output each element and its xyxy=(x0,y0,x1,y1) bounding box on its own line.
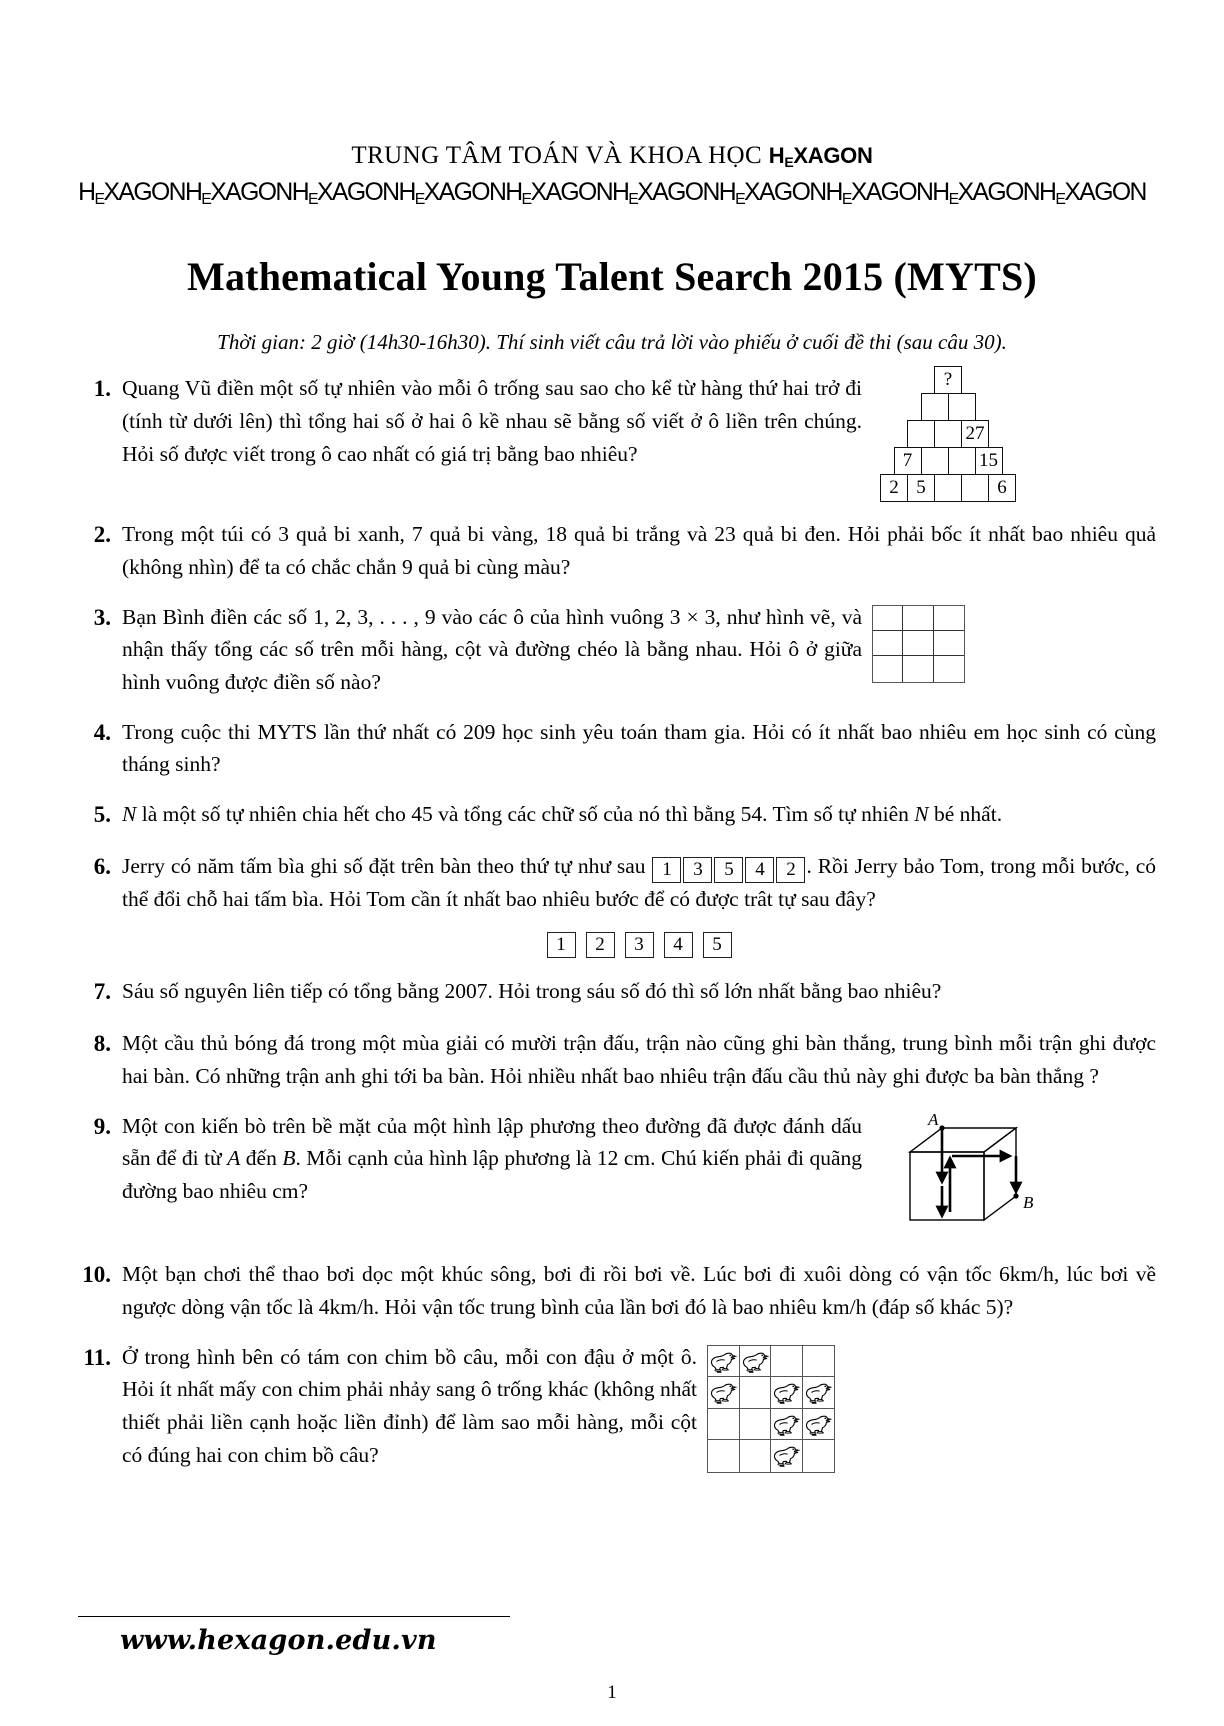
vertex-a-dot xyxy=(939,1125,944,1130)
number-card: 4 xyxy=(664,932,693,958)
pigeon-grid-cell-occupied xyxy=(771,1377,803,1409)
pyramid-cell xyxy=(921,447,949,475)
number-card: 2 xyxy=(776,857,805,883)
question-number: 9. xyxy=(93,1113,111,1139)
question-number: 5. xyxy=(93,802,111,828)
question-text-part: là một số tự nhiên chia hết cho 45 và tổng các chữ số của nó thì bằng 54. Tìm số tự nhiên xyxy=(136,802,915,827)
number-card: 5 xyxy=(714,857,743,883)
grid-cell xyxy=(873,631,903,656)
pyramid-cell xyxy=(934,474,962,502)
math-var-b: B xyxy=(282,1146,296,1171)
pyramid-cell: 2 xyxy=(880,474,908,502)
question-item xyxy=(78,716,1156,781)
question-text-part: Một con kiến bò trên bề mặt của một hình lập phương theo đường đã được đánh dấu sẵn để đi từ xyxy=(122,1113,862,1171)
pyramid-row xyxy=(880,366,1015,394)
question-text: Bạn Bình điền các số 1, 2, 3, . . . , 9 vào các ô của hình vuông 3 × 3, như hình vẽ, và nhận thấy tổng các số trên mỗi hàng, cột và đường chéo là bằng nhau. Hỏi ô ở giữa hình vuông được điền số nào? xyxy=(122,604,862,695)
question-text-part: Jerry có năm tấm bìa ghi số đặt trên bàn theo thứ tự như sau xyxy=(122,854,652,879)
grid-3x3 xyxy=(872,605,965,683)
number-card: 5 xyxy=(703,932,732,958)
question-item xyxy=(78,798,1156,833)
pyramid-cell xyxy=(907,420,935,448)
pigeon-icon xyxy=(805,1412,833,1438)
grid-cell xyxy=(873,656,903,681)
pyramid-cell xyxy=(934,420,962,448)
pyramid-cell: ? xyxy=(934,366,962,394)
question-number: 11. xyxy=(83,1344,111,1370)
question-text-part: đến xyxy=(240,1146,283,1171)
question-text: Sáu số nguyên liên tiếp có tổng bằng 2007. Hỏi trong sáu số đó thì số lớn nhất bằng bao nhiêu? xyxy=(122,979,942,1004)
pyramid-cell xyxy=(948,447,976,475)
hexagon-banner-word: $H_EXAGON$ xyxy=(612,178,719,209)
hexagon-banner-word: $H_EXAGON$ xyxy=(505,178,612,209)
number-card: 1 xyxy=(547,932,576,958)
pyramid xyxy=(880,366,1015,502)
hexagon-banner-word: $H_EXAGON$ xyxy=(718,178,826,209)
hexagon-logo xyxy=(769,143,873,168)
question-item xyxy=(78,850,1156,958)
pigeon-grid-cell-occupied xyxy=(771,1409,803,1441)
question-text: Ở trong hình bên có tám con chim bồ câu, mỗi con đậu ở một ô. Hỏi ít nhất mấy con chim phải nhảy sang ô trống khác (không nhất thiết phải liền cạnh hoặc liền đỉnh) để làm sao mỗi hàng, mỗi cột có đúng hai con chim bồ câu? xyxy=(122,1344,697,1467)
pigeon-icon xyxy=(805,1380,833,1406)
question-number: 3. xyxy=(93,604,111,630)
pigeon-icon xyxy=(742,1349,770,1375)
pyramid-cell xyxy=(961,474,989,502)
question-item xyxy=(78,1258,1156,1323)
question-item xyxy=(78,1110,1156,1242)
page-title: Mathematical Young Talent Search 2015 (MYTS) xyxy=(187,254,1037,300)
question-text: Quang Vũ điền một số tự nhiên vào mỗi ô trống sau sao cho kể từ hàng thứ hai trở đi (tính từ dưới lên) thì tổng hai số ở hai ô kề nhau sẽ bằng số viết ở ô liền trên chúng. Hỏi số được viết trong ô cao nhất có giá trị bằng bao nhiêu? xyxy=(122,376,862,466)
hexagon-banner-word: $H_EXAGON$ xyxy=(184,178,292,209)
number-card: 1 xyxy=(652,857,681,883)
grid-cell xyxy=(903,656,933,681)
math-var-n: N xyxy=(122,802,137,827)
question-item xyxy=(78,518,1156,583)
pigeon-grid-cell-occupied xyxy=(740,1346,772,1378)
hexagon-banner-word: $H_EXAGON$ xyxy=(825,178,933,209)
cube-svg xyxy=(872,1112,1047,1232)
pigeon-grid-cell-empty xyxy=(740,1409,772,1441)
pyramid-row xyxy=(880,447,1015,475)
pigeon-icon xyxy=(773,1380,801,1406)
pyramid-cell: 5 xyxy=(907,474,935,502)
institution-name: TRUNG TÂM TOÁN VÀ KHOA HỌC xyxy=(351,142,769,169)
question-text: Một bạn chơi thể thao bơi dọc một khúc sông, bơi đi rồi bơi về. Lúc bơi đi xuôi dòng có vận tốc 6km/h, lúc bơi về ngược dòng vận tốc là 4km/h. Hỏi vận tốc trung bình của lần bơi đó là bao nhiêu km/h (đáp số khác 5)? xyxy=(122,1262,1156,1319)
exam-instructions: Thời gian: 2 giờ (14h30-16h30). Thí sinh viết câu trả lời vào phiếu ở cuối đề thi (sau câu 30). xyxy=(217,330,1007,355)
pyramid-row xyxy=(880,393,1015,421)
footer-divider xyxy=(78,1616,510,1617)
pyramid-cell: 27 xyxy=(961,420,989,448)
question-item xyxy=(78,1341,1156,1473)
question-number: 1. xyxy=(93,376,111,402)
question-item xyxy=(78,1027,1156,1092)
question-number: 4. xyxy=(93,719,111,745)
card-sequence-initial xyxy=(651,854,806,881)
question-number: 10. xyxy=(82,1262,111,1288)
pigeon-grid-cell-occupied xyxy=(708,1346,740,1378)
pigeon-grid-cell-empty xyxy=(803,1346,835,1378)
grid-cell xyxy=(873,606,903,631)
vertex-b-dot xyxy=(1013,1193,1018,1198)
hexagon-banner-word: $H_EXAGON$ xyxy=(1039,178,1146,209)
pyramid-cell: 7 xyxy=(894,447,922,475)
question-text xyxy=(122,798,1156,831)
question-text: Trong một túi có 3 quả bi xanh, 7 quả bi vàng, 18 quả bi trắng và 23 quả bi đen. Hỏi phải bốc ít nhất bao nhiêu quả (không nhìn) để ta có chắc chắn 9 quả bi cùng màu? xyxy=(122,522,1156,580)
pigeon-grid-figure xyxy=(707,1341,835,1473)
question-text-part: . Rồi Jerry bảo Tom, trong mỗi bước, có thể đổi chỗ hai tấm bìa. Hỏi Tom cần ít nhất bao nhiêu bước để có được trât tự sau đây? xyxy=(122,854,1156,912)
pigeon-grid-cell-empty xyxy=(740,1440,772,1472)
pyramid-row xyxy=(880,474,1015,502)
number-card: 2 xyxy=(586,932,615,958)
grid-cell xyxy=(903,631,933,656)
institution-header xyxy=(0,142,1224,170)
cube-label-b: B xyxy=(1023,1192,1034,1212)
pigeon-grid-cell-empty xyxy=(803,1440,835,1472)
pigeon-icon xyxy=(773,1412,801,1438)
pigeon-grid-cell-empty xyxy=(771,1346,803,1378)
pigeon-grid-cell-empty xyxy=(708,1440,740,1472)
question-item xyxy=(78,369,1156,501)
pigeon-grid-cell-occupied xyxy=(803,1409,835,1441)
grid-cell xyxy=(934,631,964,656)
pyramid-cell: 15 xyxy=(975,447,1003,475)
cube-path-figure xyxy=(872,1112,1047,1242)
pigeon-icon xyxy=(710,1380,738,1406)
hexagon-logo-h: H xyxy=(768,143,785,168)
pyramid-cell xyxy=(921,393,949,421)
card-sequence-target xyxy=(122,925,1156,958)
pigeon-grid xyxy=(707,1345,835,1473)
pigeon-icon xyxy=(773,1443,801,1469)
question-text-part: bé nhất. xyxy=(928,802,1003,827)
question-text-part: . Mỗi cạnh của hình lập phương là 12 cm. Chú kiến phải đi quãng đường bao nhiêu cm? xyxy=(122,1146,862,1203)
hexagon-banner-word: $H_EXAGON$ xyxy=(398,178,506,209)
hexagon-logo-rest: XAGON xyxy=(793,143,873,168)
question-text: Trong cuộc thi MYTS lần thứ nhất có 209 học sinh yêu toán tham gia. Hỏi có ít nhất bao nhiêu em học sinh có cùng tháng sinh? xyxy=(122,719,1156,777)
number-card: 3 xyxy=(625,932,654,958)
question-number: 7. xyxy=(93,979,111,1005)
footer-website[interactable]: www.hexagon.edu.vn xyxy=(120,1625,437,1656)
question-item xyxy=(78,975,1156,1010)
question-number: 6. xyxy=(93,854,111,880)
question-text: Một cầu thủ bóng đá trong một mùa giải có mười trận đấu, trận nào cũng ghi bàn thắng, trung bình mỗi trận ghi được hai bàn. Có những trận anh ghi tới ba bàn. Hỏi nhiều nhất bao nhiêu trận đấu cầu thủ này ghi được ba bàn thắng ? xyxy=(122,1031,1156,1088)
hexagon-banner-word: $H_EXAGON$ xyxy=(78,178,185,209)
question-text xyxy=(122,1110,862,1208)
pigeon-grid-cell-empty xyxy=(740,1377,772,1409)
pyramid-row xyxy=(880,420,1015,448)
cube-label-a: A xyxy=(928,1111,939,1129)
number-pyramid-figure xyxy=(872,369,1015,501)
hexagon-banner-word: $H_EXAGON$ xyxy=(932,178,1040,209)
pyramid-cell xyxy=(948,393,976,421)
number-card: 3 xyxy=(683,857,712,883)
hexagon-logo-e: E xyxy=(784,153,794,170)
question-text xyxy=(122,850,1156,916)
pigeon-grid-cell-occupied xyxy=(771,1440,803,1472)
math-var-n: N xyxy=(914,802,929,827)
math-var-a: A xyxy=(227,1146,241,1171)
pigeon-grid-cell-occupied xyxy=(803,1377,835,1409)
hexagon-banner-word: $H_EXAGON$ xyxy=(291,178,399,209)
exam-page xyxy=(0,142,1224,1726)
pyramid-cell: 6 xyxy=(988,474,1016,502)
question-item xyxy=(78,601,1156,699)
question-list xyxy=(0,369,1224,1472)
grid-cell xyxy=(903,606,933,631)
question-number: 8. xyxy=(93,1031,111,1057)
page-number: 1 xyxy=(607,1682,617,1703)
pigeon-grid-cell-occupied xyxy=(708,1377,740,1409)
hexagon-banner-strip xyxy=(6,178,1218,209)
pigeon-grid-cell-empty xyxy=(708,1409,740,1441)
grid-cell xyxy=(934,606,964,631)
question-number: 2. xyxy=(93,522,111,548)
number-card: 4 xyxy=(745,857,774,883)
grid-cell xyxy=(934,656,964,681)
magic-square-figure xyxy=(872,601,965,683)
pigeon-icon xyxy=(710,1349,738,1375)
